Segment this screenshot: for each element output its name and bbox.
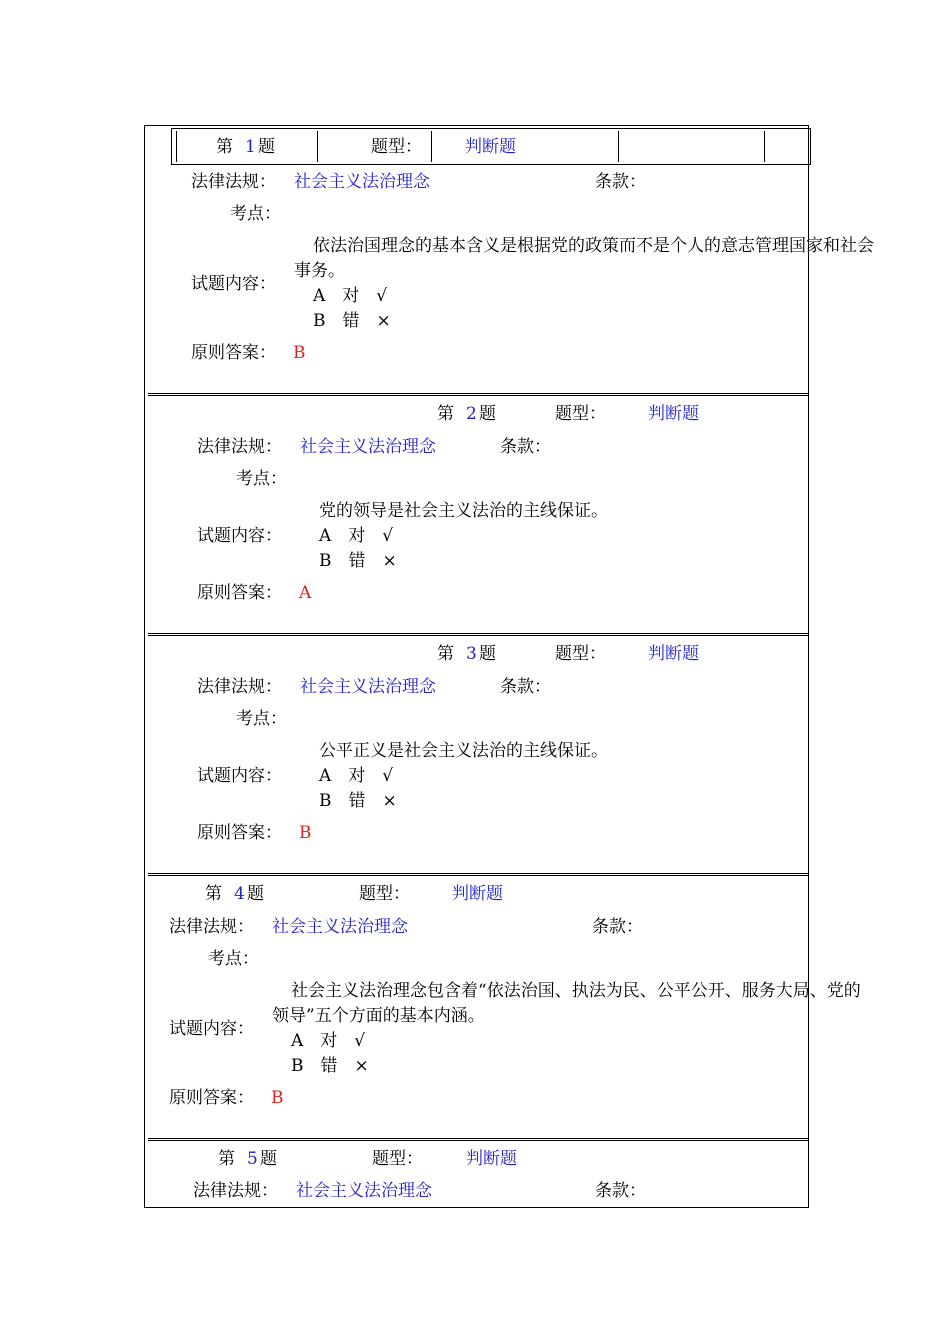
q4-number: 4	[234, 884, 245, 904]
q5-number-suffix: 题	[260, 1149, 277, 1169]
q3-answer: B	[299, 823, 312, 843]
q3-clause-label: 条款：	[500, 677, 551, 697]
q4-law-label: 法律法规：	[169, 917, 254, 937]
q3-number-prefix: 第	[437, 644, 454, 664]
q5-law-label: 法律法规：	[193, 1181, 278, 1201]
q4-type: 判断题	[452, 884, 503, 904]
q2-point-label: 考点：	[236, 469, 287, 489]
q4-content-line1: 社会主义法治理念包含着“依法治国、执法为民、公平公开、服务大局、党的	[291, 981, 861, 1001]
q1-law-label: 法律法规：	[191, 172, 276, 192]
q4-answer: B	[271, 1088, 284, 1108]
separator-2	[148, 633, 809, 636]
q4-answer-label: 原则答案：	[169, 1088, 254, 1108]
q1-number: 1	[245, 137, 256, 157]
q3-type: 判断题	[648, 644, 699, 664]
q1-option-b: B 错 ×	[313, 311, 391, 331]
q2-content-label: 试题内容：	[197, 526, 282, 546]
q5-number: 5	[247, 1149, 258, 1169]
q3-type-label: 题型：	[555, 644, 606, 664]
q3-option-b: B 错 ×	[319, 791, 397, 811]
q5-type: 判断题	[466, 1149, 517, 1169]
q2-option-b: B 错 ×	[319, 551, 397, 571]
q3-option-a: A 对 √	[319, 766, 394, 786]
q4-number-suffix: 题	[247, 884, 264, 904]
q1-number-prefix: 第	[216, 137, 233, 157]
q4-content-line2: 领导”五个方面的基本内涵。	[272, 1006, 485, 1026]
q4-type-label: 题型：	[359, 884, 410, 904]
q1-number-suffix: 题	[258, 137, 275, 157]
q2-number: 2	[466, 404, 477, 424]
q3-content-line1: 公平正义是社会主义法治的主线保证。	[319, 741, 608, 761]
q1-answer-label: 原则答案：	[191, 343, 276, 363]
q2-type-label: 题型：	[555, 404, 606, 424]
q2-type: 判断题	[648, 404, 699, 424]
q3-content-label: 试题内容：	[197, 766, 282, 786]
q1-law: 社会主义法治理念	[294, 172, 430, 192]
q4-option-a: A 对 √	[291, 1031, 366, 1051]
q1-content-line1: 依法治国理念的基本含义是根据党的政策而不是个人的意志管理国家和社会	[313, 236, 874, 256]
q3-number: 3	[466, 644, 477, 664]
q4-clause-label: 条款：	[592, 917, 643, 937]
q4-number-prefix: 第	[205, 884, 222, 904]
q4-option-b: B 错 ×	[291, 1056, 369, 1076]
q5-number-prefix: 第	[218, 1149, 235, 1169]
q2-law-label: 法律法规：	[197, 437, 282, 457]
separator-4	[148, 1138, 809, 1141]
q2-number-prefix: 第	[437, 404, 454, 424]
q4-content-label: 试题内容：	[169, 1019, 254, 1039]
q5-type-label: 题型：	[372, 1149, 423, 1169]
q1-content-label: 试题内容：	[191, 274, 276, 294]
q1-content-line2: 事务。	[294, 261, 345, 281]
q4-law: 社会主义法治理念	[272, 917, 408, 937]
q1-option-a: A 对 √	[313, 286, 388, 306]
q3-law: 社会主义法治理念	[300, 677, 436, 697]
q1-clause-label: 条款：	[595, 172, 646, 192]
q2-content-line1: 党的领导是社会主义法治的主线保证。	[319, 501, 608, 521]
q2-option-a: A 对 √	[319, 526, 394, 546]
q3-answer-label: 原则答案：	[197, 823, 282, 843]
q2-law: 社会主义法治理念	[300, 437, 436, 457]
q1-type: 判断题	[465, 137, 516, 157]
separator-3	[148, 873, 809, 876]
q4-point-label: 考点：	[208, 949, 259, 969]
q2-answer: A	[299, 583, 312, 603]
q3-law-label: 法律法规：	[197, 677, 282, 697]
q2-answer-label: 原则答案：	[197, 583, 282, 603]
q3-point-label: 考点：	[236, 709, 287, 729]
q2-number-suffix: 题	[479, 404, 496, 424]
q2-clause-label: 条款：	[500, 437, 551, 457]
q1-answer: B	[293, 343, 306, 363]
q5-clause-label: 条款：	[595, 1181, 646, 1201]
separator-1	[148, 393, 809, 396]
q5-law: 社会主义法治理念	[296, 1181, 432, 1201]
q3-number-suffix: 题	[479, 644, 496, 664]
q1-type-label: 题型：	[371, 137, 422, 157]
q1-point-label: 考点：	[230, 204, 281, 224]
